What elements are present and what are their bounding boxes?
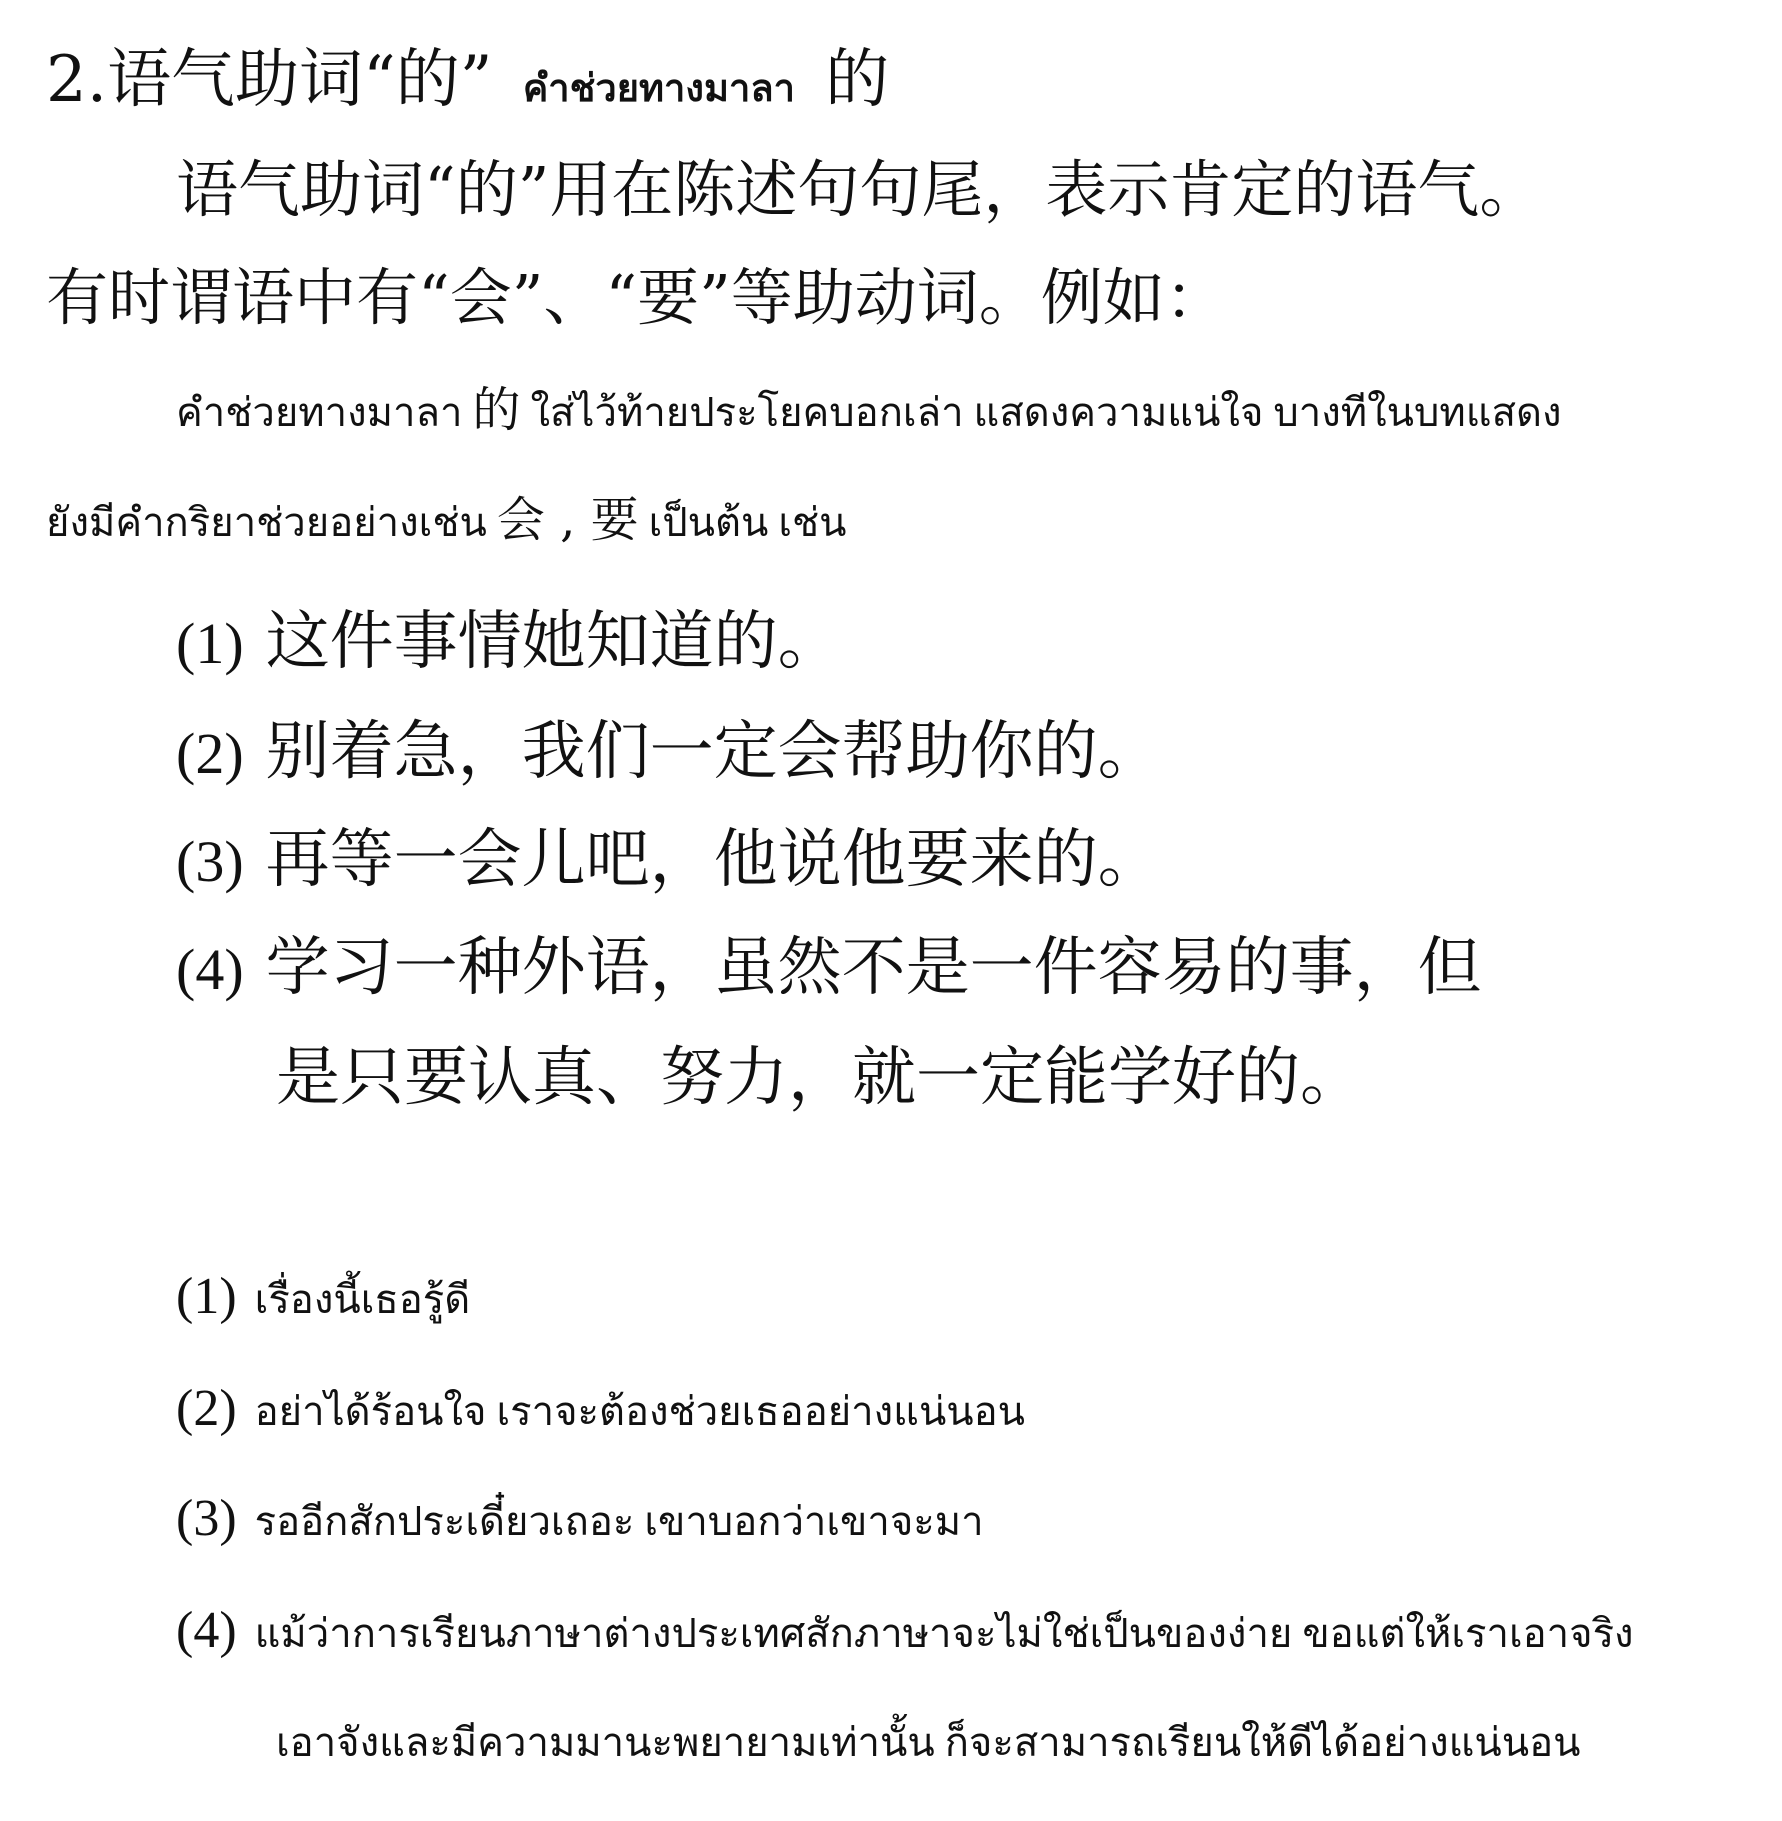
paragraph-cn-line-2: 有时谓语中有“会”、“要”等助动词。例如：	[46, 261, 1227, 334]
paragraph-th-line-1-char: 的	[472, 382, 521, 438]
section-heading	[46, 40, 889, 129]
example-cn-2-number: (2)	[176, 721, 244, 786]
heading-title-char: 的	[825, 43, 890, 117]
heading-title-cn: 语气助词“的”	[107, 43, 493, 117]
example-th-1	[176, 1262, 470, 1335]
example-th-1-text: เรื่องนี้เธอรู้ดี	[254, 1277, 471, 1322]
example-cn-2	[176, 704, 1162, 802]
example-th-3-text: รออีกสักประเดี๋ยวเถอะ เขาบอกว่าเขาจะมา	[254, 1499, 984, 1544]
example-th-1-number: (1)	[176, 1268, 237, 1325]
example-th-4	[176, 1596, 1634, 1669]
example-th-3	[176, 1484, 984, 1557]
example-cn-1-number: (1)	[176, 611, 244, 676]
paragraph-th-line-1-b: ใส่ไว้ท้ายประโยคบอกเล่า แสดงความแน่ใจ บางทีในบทแสดง	[530, 390, 1562, 435]
example-cn-4-continuation: 是只要认真、努力，就一定能学好的。	[276, 1041, 1364, 1115]
example-cn-3-number: (3)	[176, 829, 244, 894]
paragraph-cn-line-1: 语气助词“的”用在陈述句句尾，表示肯定的语气。	[176, 153, 1542, 226]
example-cn-3	[176, 812, 1162, 910]
example-cn-3-text: 再等一会儿吧，他说他要来的。	[265, 823, 1162, 897]
example-cn-4-text: 学习一种外语，虽然不是一件容易的事，但	[265, 931, 1482, 1005]
example-cn-1	[176, 594, 842, 692]
heading-number: 2.	[46, 43, 108, 117]
example-th-3-number: (3)	[176, 1490, 237, 1547]
example-th-2	[176, 1374, 1025, 1447]
example-th-4-number: (4)	[176, 1602, 237, 1659]
example-th-4-text: แม้ว่าการเรียนภาษาต่างประเทศสักภาษาจะไม่ใช่เป็นของง่าย ขอแต่ให้เราเอาจริง	[254, 1611, 1634, 1656]
paragraph-th-line-2	[46, 490, 847, 553]
example-cn-2-text: 别着急，我们一定会帮助你的。	[265, 715, 1162, 789]
paragraph-th-line-1-a: คำช่วยทางมาลา	[176, 390, 463, 435]
example-cn-4-number: (4)	[176, 937, 244, 1002]
paragraph-th-line-2-chars: 会 , 要	[496, 492, 639, 548]
paragraph-th-line-1	[176, 380, 1562, 443]
paragraph-th-line-2-a: ยังมีคำกริยาช่วยอย่างเช่น	[46, 500, 487, 545]
paragraph-th-line-2-b: เป็นต้น เช่น	[648, 500, 847, 545]
example-th-4-continuation: เอาจังและมีความมานะพยายามเท่านั้น ก็จะสามารถเรียนให้ดีได้อย่างแน่นอน	[276, 1720, 1581, 1765]
example-th-2-number: (2)	[176, 1380, 237, 1437]
example-cn-1-text: 这件事情她知道的。	[265, 605, 842, 679]
heading-title-th: คำช่วยทางมาลา	[522, 68, 795, 110]
example-th-2-text: อย่าได้ร้อนใจ เราจะต้องช่วยเธออย่างแน่นอน	[254, 1389, 1025, 1434]
example-cn-4	[176, 920, 1482, 1018]
